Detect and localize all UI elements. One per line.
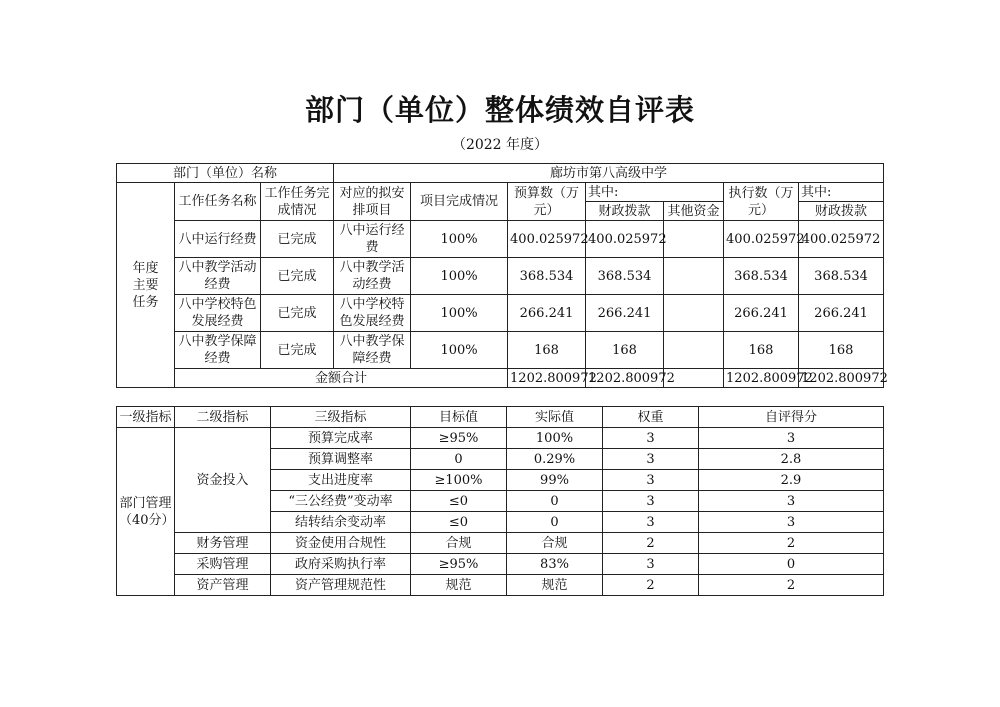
weight-value: 3 xyxy=(603,512,699,533)
task-budget: 368.534 xyxy=(508,258,586,295)
score-value: 2.9 xyxy=(699,470,884,491)
actual-value: 规范 xyxy=(507,575,603,596)
page-title: 部门（单位）整体绩效自评表 xyxy=(304,93,695,127)
header-exec-of-which: 其中: xyxy=(799,183,884,202)
actual-value: 0 xyxy=(507,491,603,512)
weight-value: 2 xyxy=(603,533,699,554)
header-actual: 实际值 xyxy=(507,407,603,428)
level2-label: 采购管理 xyxy=(175,554,271,575)
level3-label: 支出进度率 xyxy=(271,470,411,491)
weight-value: 3 xyxy=(603,554,699,575)
score-value: 3 xyxy=(699,491,884,512)
header-budget-fiscal: 财政拨款 xyxy=(586,202,664,221)
level3-label: 预算完成率 xyxy=(271,428,411,449)
actual-value: 83% xyxy=(507,554,603,575)
weight-value: 2 xyxy=(603,575,699,596)
header-exec: 执行数（万元） xyxy=(724,183,799,221)
target-value: ≥95% xyxy=(411,554,507,575)
score-value: 3 xyxy=(699,512,884,533)
task-budget-other xyxy=(664,295,724,332)
weight-value: 3 xyxy=(603,470,699,491)
annual-task-label: 年度主要任务 xyxy=(117,183,175,388)
task-project: 八中教学活动经费 xyxy=(334,258,411,295)
header-project: 对应的拟安排项目 xyxy=(334,183,411,221)
target-value: ≤0 xyxy=(411,491,507,512)
actual-value: 合规 xyxy=(507,533,603,554)
target-value: 规范 xyxy=(411,575,507,596)
total-exec: 1202.800972 xyxy=(724,369,799,388)
total-exec-fiscal: 1202.800972 xyxy=(799,369,884,388)
header-project-status: 项目完成情况 xyxy=(411,183,508,221)
target-value: 0 xyxy=(411,449,507,470)
table-row xyxy=(117,554,884,575)
indicator-table xyxy=(116,406,884,596)
level2-label: 资金投入 xyxy=(175,428,271,533)
task-exec: 168 xyxy=(724,332,799,369)
header-target: 目标值 xyxy=(411,407,507,428)
actual-value: 0 xyxy=(507,512,603,533)
task-budget: 266.241 xyxy=(508,295,586,332)
level3-label: 资产管理规范性 xyxy=(271,575,411,596)
score-value: 2 xyxy=(699,533,884,554)
header-budget-other: 其他资金 xyxy=(664,202,724,221)
task-exec: 368.534 xyxy=(724,258,799,295)
task-name: 八中教学活动经费 xyxy=(175,258,261,295)
total-budget-fiscal: 1202.800972 xyxy=(586,369,664,388)
total-row xyxy=(117,369,884,388)
weight-value: 3 xyxy=(603,449,699,470)
level3-label: 资金使用合规性 xyxy=(271,533,411,554)
level3-label: 结转结余变动率 xyxy=(271,512,411,533)
task-exec: 400.025972 xyxy=(724,221,799,258)
total-budget: 1202.800972 xyxy=(508,369,586,388)
task-project: 八中运行经费 xyxy=(334,221,411,258)
task-budget-other xyxy=(664,258,724,295)
task-status: 100% xyxy=(411,295,508,332)
table-row xyxy=(117,533,884,554)
task-exec-fiscal: 168 xyxy=(799,332,884,369)
task-budget-fiscal: 266.241 xyxy=(586,295,664,332)
target-value: ≥95% xyxy=(411,428,507,449)
table-row xyxy=(117,332,884,369)
header-budget-of-which: 其中: xyxy=(586,183,724,202)
level1-dept-management: 部门管理（40分） xyxy=(117,428,175,596)
level3-label: 政府采购执行率 xyxy=(271,554,411,575)
task-exec-fiscal: 368.534 xyxy=(799,258,884,295)
score-value: 2 xyxy=(699,575,884,596)
header-level3: 三级指标 xyxy=(271,407,411,428)
task-completion: 已完成 xyxy=(261,295,334,332)
dept-name-label: 部门（单位）名称 xyxy=(117,164,334,183)
level2-label: 财务管理 xyxy=(175,533,271,554)
score-value: 2.8 xyxy=(699,449,884,470)
header-score: 自评得分 xyxy=(699,407,884,428)
task-completion: 已完成 xyxy=(261,221,334,258)
task-name: 八中学校特色发展经费 xyxy=(175,295,261,332)
table-row xyxy=(117,258,884,295)
page-subtitle: （2022 年度） xyxy=(451,137,549,153)
task-budget: 400.025972 xyxy=(508,221,586,258)
weight-value: 3 xyxy=(603,491,699,512)
task-status: 100% xyxy=(411,221,508,258)
level3-label: 预算调整率 xyxy=(271,449,411,470)
task-budget: 168 xyxy=(508,332,586,369)
header-level1: 一级指标 xyxy=(117,407,175,428)
task-name: 八中教学保障经费 xyxy=(175,332,261,369)
header-task-completion: 工作任务完成情况 xyxy=(261,183,334,221)
table-row xyxy=(117,428,884,449)
score-value: 0 xyxy=(699,554,884,575)
task-budget-fiscal: 168 xyxy=(586,332,664,369)
header-weight: 权重 xyxy=(603,407,699,428)
task-budget-fiscal: 400.025972 xyxy=(586,221,664,258)
weight-value: 3 xyxy=(603,428,699,449)
task-name: 八中运行经费 xyxy=(175,221,261,258)
actual-value: 0.29% xyxy=(507,449,603,470)
task-exec-fiscal: 266.241 xyxy=(799,295,884,332)
dept-name-value: 廊坊市第八高级中学 xyxy=(334,164,884,183)
level2-label: 资产管理 xyxy=(175,575,271,596)
task-budget-fiscal: 368.534 xyxy=(586,258,664,295)
actual-value: 99% xyxy=(507,470,603,491)
task-status: 100% xyxy=(411,332,508,369)
header-task-name: 工作任务名称 xyxy=(175,183,261,221)
score-value: 3 xyxy=(699,428,884,449)
header-level2: 二级指标 xyxy=(175,407,271,428)
task-budget-other xyxy=(664,332,724,369)
table-row xyxy=(117,575,884,596)
total-label: 金额合计 xyxy=(175,369,508,388)
task-exec-fiscal: 400.025972 xyxy=(799,221,884,258)
task-completion: 已完成 xyxy=(261,258,334,295)
task-project: 八中教学保障经费 xyxy=(334,332,411,369)
task-project: 八中学校特色发展经费 xyxy=(334,295,411,332)
target-value: ≥100% xyxy=(411,470,507,491)
task-table xyxy=(116,163,888,388)
header-budget: 预算数（万元） xyxy=(508,183,586,221)
table-row xyxy=(117,221,884,258)
actual-value: 100% xyxy=(507,428,603,449)
task-status: 100% xyxy=(411,258,508,295)
table-row xyxy=(117,295,884,332)
task-completion: 已完成 xyxy=(261,332,334,369)
task-exec: 266.241 xyxy=(724,295,799,332)
target-value: ≤0 xyxy=(411,512,507,533)
header-exec-fiscal: 财政拨款 xyxy=(799,202,884,221)
task-budget-other xyxy=(664,221,724,258)
level3-label: “三公经费”变动率 xyxy=(271,491,411,512)
target-value: 合规 xyxy=(411,533,507,554)
